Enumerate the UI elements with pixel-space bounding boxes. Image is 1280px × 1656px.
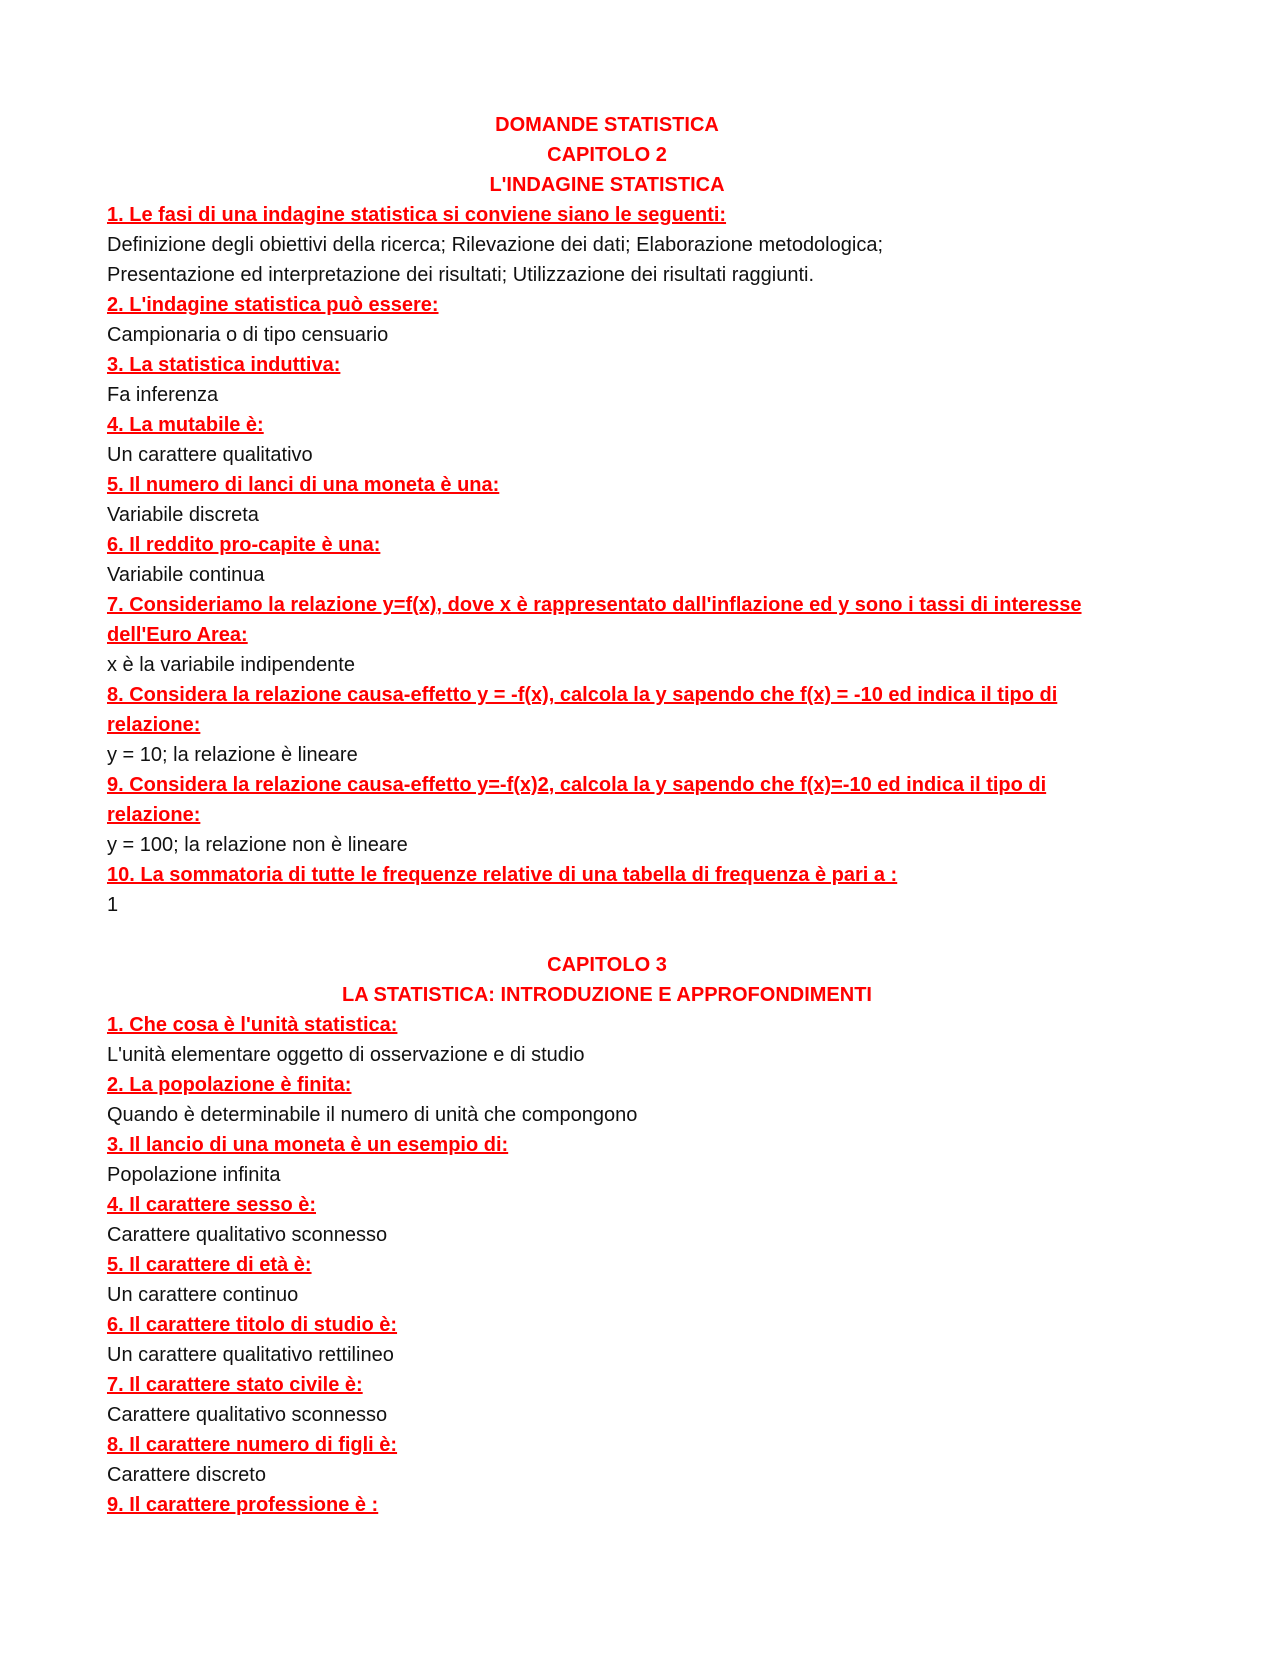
chapter-3-questions: [107, 1010, 1107, 1520]
question-text: 4. Il carattere sesso è:: [107, 1194, 317, 1216]
document-page: [107, 110, 1107, 1520]
answer-text: Carattere qualitativo sconnesso: [107, 1404, 388, 1426]
chapter-heading: CAPITOLO 3: [547, 954, 667, 976]
answer-text: Un carattere qualitativo rettilineo: [107, 1344, 394, 1366]
answer-text: Fa inferenza: [107, 384, 219, 406]
question-text: 7. Il carattere stato civile è:: [107, 1374, 363, 1396]
answer-text: Popolazione infinita: [107, 1164, 281, 1186]
question-text: 8. Considera la relazione causa-effetto y = -f(x), calcola la y sapendo che f(x) = -10 ed indica il tipo di relazione:: [107, 684, 1058, 736]
answer-text: Presentazione ed interpretazione dei risultati; Utilizzazione dei risultati raggiunti.: [107, 264, 815, 286]
question-text: 9. Il carattere professione è :: [107, 1494, 379, 1516]
answer-text: y = 100; la relazione non è lineare: [107, 834, 408, 856]
question-text: 2. La popolazione è finita:: [107, 1074, 352, 1096]
section-spacer: [107, 920, 1107, 950]
chapter-subheading: LA STATISTICA: INTRODUZIONE E APPROFONDIMENTI: [342, 984, 872, 1006]
question-text: 5. Il carattere di età è:: [107, 1254, 312, 1276]
answer-text: Carattere qualitativo sconnesso: [107, 1224, 388, 1246]
answer-text: 1: [107, 894, 119, 916]
question-text: 9. Considera la relazione causa-effetto y=-f(x)2, calcola la y sapendo che f(x)=-10 ed indica il tipo di relazione:: [107, 774, 1047, 826]
question-text: 6. Il carattere titolo di studio è:: [107, 1314, 398, 1336]
question-text: 3. La statistica induttiva:: [107, 354, 341, 376]
chapter-2-questions: [107, 200, 1107, 920]
answer-text: Carattere discreto: [107, 1464, 266, 1486]
answer-text: L'unità elementare oggetto di osservazione e di studio: [107, 1044, 585, 1066]
answer-text: Variabile discreta: [107, 504, 259, 526]
question-text: 10. La sommatoria di tutte le frequenze relative di una tabella di frequenza è pari a :: [107, 864, 898, 886]
question-text: 4. La mutabile è:: [107, 414, 264, 436]
answer-text: y = 10; la relazione è lineare: [107, 744, 358, 766]
answer-text: Variabile continua: [107, 564, 265, 586]
document-title: DOMANDE STATISTICA: [495, 114, 719, 136]
answer-text: Campionaria o di tipo censuario: [107, 324, 389, 346]
chapter-heading: CAPITOLO 2: [547, 144, 667, 166]
answer-text: Un carattere continuo: [107, 1284, 299, 1306]
chapter-3: [107, 950, 1107, 1520]
question-text: 3. Il lancio di una moneta è un esempio di:: [107, 1134, 509, 1156]
chapter-2: [107, 140, 1107, 920]
answer-text: x è la variabile indipendente: [107, 654, 355, 676]
question-text: 6. Il reddito pro-capite è una:: [107, 534, 381, 556]
answer-text: Un carattere qualitativo: [107, 444, 313, 466]
question-text: 1. Le fasi di una indagine statistica si conviene siano le seguenti:: [107, 204, 727, 226]
question-text: 7. Consideriamo la relazione y=f(x), dove x è rappresentato dall'inflazione ed y sono i tassi di interesse dell'Euro Area:: [107, 594, 1082, 646]
answer-text: Quando è determinabile il numero di unità che compongono: [107, 1104, 638, 1126]
question-text: 5. Il numero di lanci di una moneta è una:: [107, 474, 500, 496]
question-text: 2. L'indagine statistica può essere:: [107, 294, 439, 316]
question-text: 1. Che cosa è l'unità statistica:: [107, 1014, 398, 1036]
question-text: 8. Il carattere numero di figli è:: [107, 1434, 398, 1456]
chapter-subheading: L'INDAGINE STATISTICA: [489, 174, 725, 196]
answer-text: Definizione degli obiettivi della ricerca; Rilevazione dei dati; Elaborazione metodologica;: [107, 234, 883, 256]
